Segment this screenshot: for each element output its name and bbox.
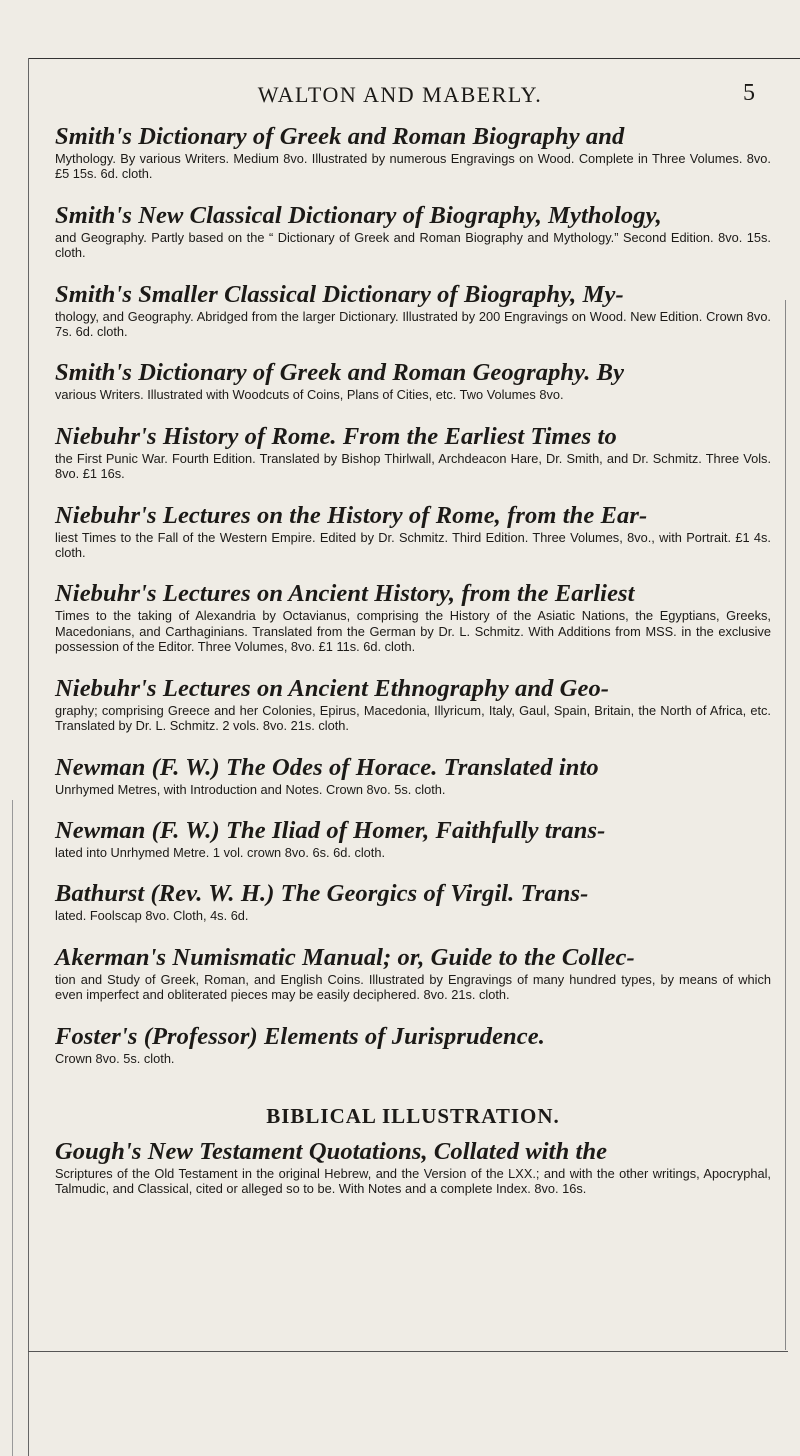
catalogue-entry: [55, 358, 771, 402]
catalogue-entry: [55, 422, 771, 482]
catalogue-entry: [55, 816, 771, 860]
entry-title: Foster's (Professor) Elements of Jurisprudence.: [55, 1022, 545, 1050]
entry-description: lated. Foolscap 8vo. Cloth, 4s. 6d.: [55, 908, 249, 924]
catalogue-entry: [55, 753, 771, 797]
entry-description: lated into Unrhymed Metre. 1 vol. crown 8vo. 6s. 6d. cloth.: [55, 844, 386, 860]
catalogue-entry: [55, 201, 771, 261]
top-rule: [28, 58, 800, 59]
entry-title: Newman (F. W.) The Iliad of Homer, Faithfully trans-: [55, 816, 606, 844]
entry-description: Unrhymed Metres, with Introduction and Notes. Crown 8vo. 5s. cloth.: [55, 781, 446, 797]
section-heading: BIBLICAL ILLUSTRATION.: [266, 1103, 560, 1128]
left-margin-line: [28, 58, 29, 1456]
entry-title: Niebuhr's Lectures on Ancient Ethnography and Geo-: [55, 674, 610, 702]
entry-description: and Geography. Partly based on the “ Dictionary of Greek and Roman Biography and Mythology.” Second Edition. 8vo. 15s. cloth.: [55, 229, 771, 261]
entry-title: Smith's New Classical Dictionary of Biography, Mythology,: [55, 201, 662, 229]
catalogue-entry: [55, 122, 771, 182]
entry-description: the First Punic War. Fourth Edition. Translated by Bishop Thirlwall, Archdeacon Hare, Dr. Smith, and Dr. Schmitz. Three Vols. 8vo. £1 16s.: [55, 450, 771, 482]
entry-title: Smith's Dictionary of Greek and Roman Geography. By: [55, 359, 625, 387]
entry-description: tion and Study of Greek, Roman, and English Coins. Illustrated by Engravings of many hundred types, by means of which even imperfect and obliterated pieces may be easily deciphered. 8vo. 21s. cloth.: [55, 971, 771, 1003]
catalogue-entry: [55, 501, 771, 561]
entry-description: Mythology. By various Writers. Medium 8vo. Illustrated by numerous Engravings on Wood. Complete in Three Volumes. 8vo. £5 15s. 6d. cloth.: [55, 151, 771, 182]
entry-description: various Writers. Illustrated with Woodcuts of Coins, Plans of Cities, etc. Two Volumes 8vo.: [55, 387, 564, 403]
entry-description: thology, and Geography. Abridged from the larger Dictionary. Illustrated by 200 Engravings on Wood. New Edition. Crown 8vo. 7s. 6d. cloth.: [55, 308, 771, 340]
catalogue-list: [55, 122, 771, 1216]
catalogue-entry: [55, 674, 771, 734]
entry-title: Newman (F. W.) The Odes of Horace. Translated into: [55, 753, 599, 781]
outer-margin-line: [12, 800, 13, 1456]
catalogue-entry: [55, 280, 771, 340]
right-margin-line: [785, 300, 786, 1350]
bottom-rule: [28, 1351, 788, 1352]
running-header: WALTON AND MABERLY.: [257, 82, 543, 107]
catalogue-entry: [55, 943, 771, 1003]
entry-description: Scriptures of the Old Testament in the original Hebrew, and the Version of the LXX.; and with the other writings, Apocryphal, Talmudic, and Classical, cited or alleged so to be. With Notes and a complete Index. 8vo. 16s.: [55, 1165, 771, 1197]
entry-title: Akerman's Numismatic Manual; or, Guide to the Collec-: [55, 943, 635, 971]
entry-title: Bathurst (Rev. W. H.) The Georgics of Virgil. Trans-: [55, 880, 589, 908]
entry-title: Smith's Dictionary of Greek and Roman Biography and: [55, 123, 625, 150]
catalogue-entry: [55, 579, 771, 654]
catalogue-entry: [55, 1137, 771, 1197]
entry-title: Niebuhr's Lectures on Ancient History, from the Earliest: [55, 580, 635, 608]
entry-title: Niebuhr's Lectures on the History of Rome, from the Ear-: [55, 501, 648, 529]
entry-description: liest Times to the Fall of the Western Empire. Edited by Dr. Schmitz. Third Edition. Three Volumes, 8vo., with Portrait. £1 4s. cloth.: [55, 529, 771, 561]
entry-description: graphy; comprising Greece and her Colonies, Epirus, Macedonia, Illyricum, Italy, Gaul, Spain, Britain, the North of Africa, etc. Translated by Dr. L. Schmitz. 2 vols. 8vo. 21s. cloth.: [55, 702, 771, 734]
entry-title: Smith's Smaller Classical Dictionary of Biography, My-: [55, 280, 624, 308]
page-number: 5: [743, 80, 755, 106]
catalogue-entry: [55, 1022, 771, 1066]
entry-title: Niebuhr's History of Rome. From the Earliest Times to: [55, 422, 617, 450]
entry-title: Gough's New Testament Quotations, Collated with the: [55, 1137, 608, 1165]
entry-description: Crown 8vo. 5s. cloth.: [55, 1050, 175, 1066]
entry-description: Times to the taking of Alexandria by Octavianus, comprising the History of the Asiatic Nations, the Egyptians, Greeks, Macedonians, and Carthaginians. Translated from the German by Dr. L. Schmitz. With Additions from MSS. in the exclusive possession of the Editor. Three Volumes, 8vo. £1 11s. 6d. cloth.: [55, 608, 771, 655]
catalogue-entry: [55, 879, 771, 923]
